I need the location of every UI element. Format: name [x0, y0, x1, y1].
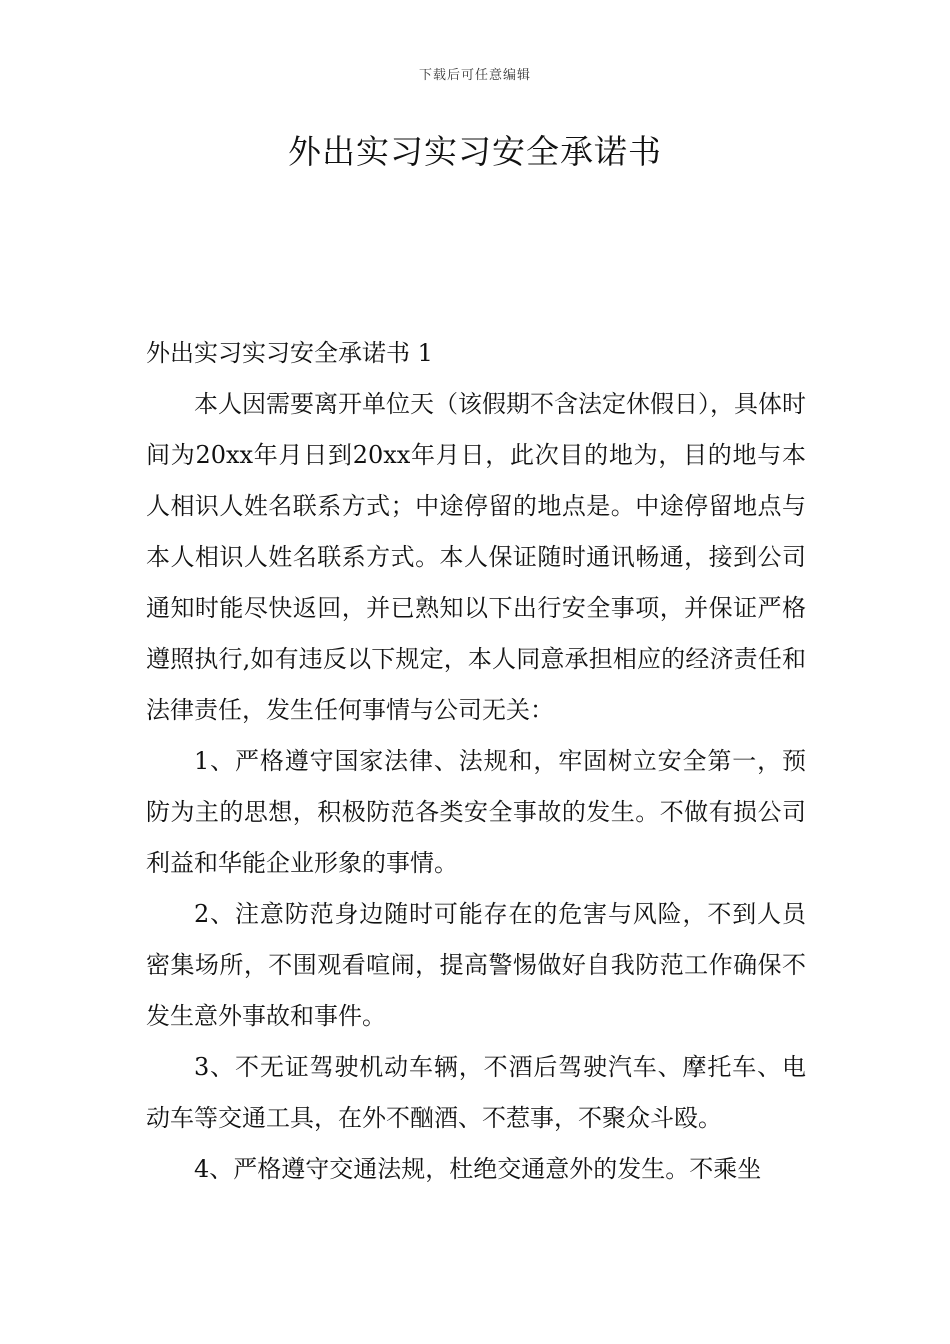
pledge-items	[146, 736, 806, 1195]
intro-paragraph: 本人因需要离开单位天（该假期不含法定休假日），具体时间为20xx年月日到20xx年月日，此次目的地为，目的地与本人相识人姓名联系方式；中途停留的地点是。中途停留地点与本人相识人姓名联系方式。本人保证随时通讯畅通，接到公司通知时能尽快返回，并已熟知以下出行安全事项，并保证严格遵照执行,如有违反以下规定，本人同意承担相应的经济责任和法律责任，发生任何事情与公司无关：	[146, 390, 806, 724]
pledge-item-3: 3、不无证驾驶机动车辆，不酒后驾驶汽车、摩托车、电动车等交通工具，在外不酗酒、不惹事，不聚众斗殴。	[146, 1053, 806, 1132]
document-body	[146, 328, 806, 1195]
document-title: 外出实习实习安全承诺书	[288, 132, 662, 171]
pledge-item-2: 2、注意防范身边随时可能存在的危害与风险，不到人员密集场所，不围观看喧闹，提高警惕做好自我防范工作确保不发生意外事故和事件。	[146, 900, 806, 1030]
header-note: 下载后可任意编辑	[418, 68, 531, 83]
pledge-item-4: 4、严格遵守交通法规，杜绝交通意外的发生。不乘坐	[194, 1155, 762, 1183]
section-heading: 外出实习实习安全承诺书 1	[146, 339, 433, 367]
pledge-item-1: 1、严格遵守国家法律、法规和，牢固树立安全第一，预防为主的思想，积极防范各类安全事故的发生。不做有损公司利益和华能企业形象的事情。	[146, 747, 806, 877]
